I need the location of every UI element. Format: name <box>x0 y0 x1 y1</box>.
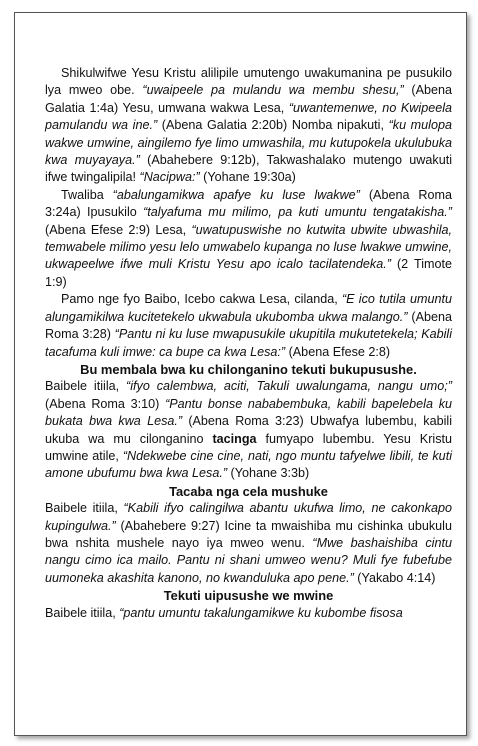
scripture-quote: “Nacipwa:” <box>139 170 200 185</box>
text-run: Baibele itiila, <box>45 379 127 394</box>
section-heading <box>45 587 452 604</box>
scripture-quote: “E ico tutila umuntu alungamikilwa kucitetekelo ukwabula ukubomba ukwa malango.” <box>45 292 452 324</box>
body-paragraph <box>45 187 452 291</box>
scripture-quote: “Ndekwebe cine cine, nati, ngo muntu tafyelwe libili, te kuti amone ubufumu bwa kwa Lesa.” <box>45 448 452 481</box>
text-run: fumyapo lubembu. Yesu Kristu umwine atile, <box>45 431 452 463</box>
scripture-quote: “uwantemenwe, no Kwipeela pamulandu wa ine.” <box>45 100 453 133</box>
text-run: (Abena Efese 2:8) <box>285 344 391 359</box>
scripture-quote: “pantu umuntu takalungamikwe ku kubombe fisosa <box>119 605 403 620</box>
scripture-quote: “Pantu bonse nababembuka, kabili bapelebela ku bukata bwa kwa Lesa.” <box>45 396 453 429</box>
text-run: Twaliba <box>61 187 113 202</box>
text-run: (2 Timote 1:9) <box>45 257 452 289</box>
text-run: Tacaba nga cela mushuke <box>169 483 328 499</box>
text-run: (Abena Roma 3:10) <box>45 396 166 411</box>
text-run: Baibele itiila, <box>45 605 120 620</box>
text-run: (Abena Roma 3:23) Ubwafya lubembu, kabili ukuba wa mu cilonganino <box>45 414 453 446</box>
scripture-quote: “abalungamikwa apafye ku luse lwakwe” <box>112 187 360 202</box>
document-page <box>14 12 467 736</box>
text-run: (Abena Roma 3:24a) Ipusukilo <box>45 187 453 220</box>
text-run: (Yohane 3:3b) <box>227 466 310 481</box>
text-run: Tekuti uipusushe we mwine <box>163 588 334 604</box>
scripture-quote: “ku mulopa wakwe umwine, aingilemo fye limo umwashila, mu kutupokela ukulubuka kwa muyayaya.” <box>45 118 452 168</box>
document-body <box>45 65 452 622</box>
text-run: (Abena Efese 2:9) Lesa, <box>45 222 192 237</box>
scripture-quote: “Kabili ifyo calingilwa abantu ukufwa limo, ne cakonkapo kupingulwa.” <box>45 501 452 533</box>
text-run: (Abena Galatia 2:20b) Nomba nipakuti, <box>157 118 389 133</box>
scripture-quote: “uwaipeele pa mulandu wa membu shesu,” <box>142 83 404 98</box>
scripture-quote: “Pantu ni ku luse mwapusukile ukupitila mukutetekela; Kabili tacafuma kuli imwe: ca bupe ca kwa Lesa:” <box>45 327 452 359</box>
text-run: (Yohane 19:30a) <box>199 170 296 185</box>
text-run: (Abena Galatia 1:4a) Yesu, umwana wakwa Lesa, <box>45 83 452 115</box>
body-paragraph <box>45 378 452 482</box>
emphasis-text: tacinga <box>212 431 257 446</box>
text-run: Pamo nge fyo Baibo, Icebo cakwa Lesa, cilanda, <box>61 292 342 307</box>
section-heading <box>45 483 452 500</box>
text-run: (Yakabo 4:14) <box>353 570 436 585</box>
text-run: (Abahebere 9:27) Icine ta mwaishiba mu cishinka ubukulu bwa nshita mushele nayo iya mweo wenu. <box>45 518 452 550</box>
body-paragraph <box>45 605 452 622</box>
text-run: Shikulwifwe Yesu Kristu alilipile umutengo uwakumanina pe pusukilo lya mweo obe. <box>45 66 452 98</box>
scripture-quote: “uwatupuswishe no kutwita ubwite ubwashila, temwabele milimo yesu lelo umwabelo kupanga no luse lwakwe umwine, ukwapeelwe ifwe muli Kristu Yesu apo icalo tacilatendeka.” <box>45 222 452 272</box>
scripture-quote: “Mwe bashaishiba cintu nangu cimo ica mailo. Pantu ni shani umweo wenu? Muli fye fubefube uumoneka akashita kanono, no kwanduluka apo pene.” <box>45 535 452 585</box>
section-heading <box>45 361 452 378</box>
text-run: (Abena Roma 3:28) <box>45 309 453 342</box>
scripture-quote: “ifyo calembwa, aciti, Takuli uwalungama, nangu umo;” <box>126 379 452 394</box>
text-run: (Abahebere 9:12b), Takwashalako mutengo uwakuti ifwe twingalipila! <box>45 153 452 185</box>
scripture-quote: “talyafuma mu milimo, pa kuti umuntu tengatakisha.” <box>143 205 452 220</box>
body-paragraph <box>45 500 452 587</box>
body-paragraph <box>45 291 452 361</box>
text-run: Baibele itiila, <box>45 501 124 516</box>
text-run: Bu membala bwa ku chilonganino tekuti bukupusushe. <box>80 361 417 377</box>
body-paragraph <box>45 65 452 187</box>
